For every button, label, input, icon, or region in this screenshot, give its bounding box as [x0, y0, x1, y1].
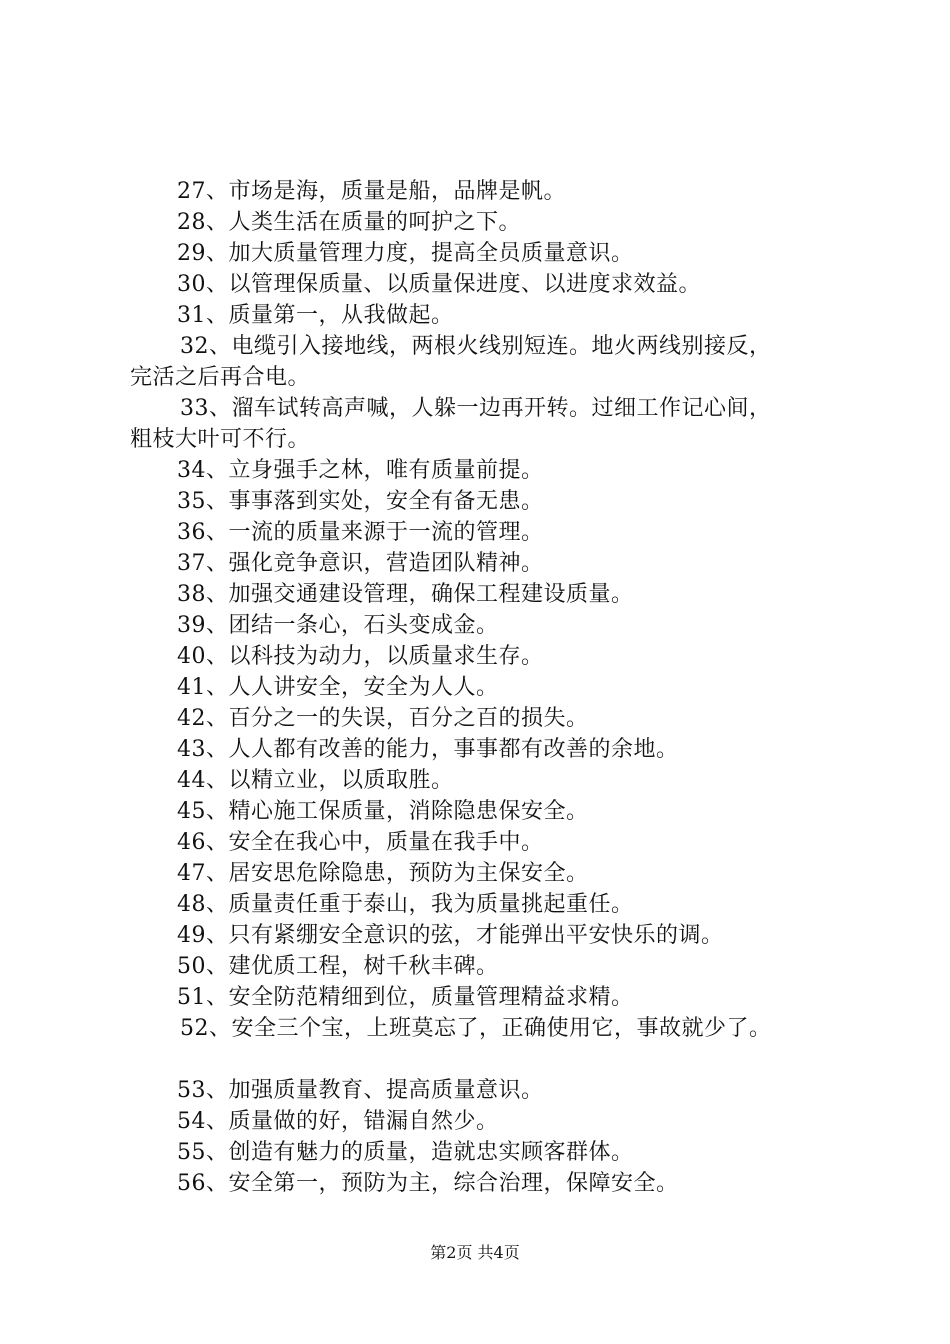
- list-item: 47、居安思危除隐患，预防为主保安全。: [177, 861, 589, 886]
- list-item: 44、以精立业，以质取胜。: [177, 768, 454, 793]
- list-item: 30、以管理保质量、以质量保进度、以进度求效益。: [177, 272, 701, 297]
- list-item: 42、百分之一的失误，百分之百的损失。: [177, 706, 589, 731]
- list-item: 33、溜车试转高声喊，人躲一边再开转。过细工作记心间，: [180, 396, 772, 421]
- list-item: 49、只有紧绷安全意识的弦，才能弹出平安快乐的调。: [177, 923, 724, 948]
- list-item: 29、加大质量管理力度，提高全员质量意识。: [177, 241, 634, 266]
- list-item: 54、质量做的好，错漏自然少。: [177, 1109, 499, 1134]
- list-item: 45、精心施工保质量，消除隐患保安全。: [177, 799, 589, 824]
- list-item-continuation: 粗枝大叶可不行。: [130, 427, 311, 452]
- list-item: 53、加强质量教育、提高质量意识。: [177, 1078, 544, 1103]
- list-item: 51、安全防范精细到位，质量管理精益求精。: [177, 985, 634, 1010]
- slogan-list: [130, 176, 850, 1199]
- list-item: 35、事事落到实处，安全有备无患。: [177, 489, 544, 514]
- list-item: 36、一流的质量来源于一流的管理。: [177, 520, 544, 545]
- list-item: 32、电缆引入接地线，两根火线别短连。地火两线别接反，: [180, 334, 772, 359]
- list-item: 38、加强交通建设管理，确保工程建设质量。: [177, 582, 634, 607]
- list-item: 27、市场是海，质量是船，品牌是帆。: [177, 179, 566, 204]
- list-item: 52、安全三个宝，上班莫忘了，正确使用它，事故就少了。: [180, 1016, 772, 1041]
- list-item: 50、建优质工程，树千秋丰碑。: [177, 954, 499, 979]
- list-item: 31、质量第一，从我做起。: [177, 303, 454, 328]
- blank-line: [130, 1044, 850, 1075]
- list-item: 39、团结一条心，石头变成金。: [177, 613, 499, 638]
- list-item: 56、安全第一，预防为主，综合治理，保障安全。: [177, 1171, 679, 1196]
- list-item: 40、以科技为动力，以质量求生存。: [177, 644, 544, 669]
- list-item: 48、质量责任重于泰山，我为质量挑起重任。: [177, 892, 634, 917]
- list-item: 37、强化竞争意识，营造团队精神。: [177, 551, 544, 576]
- list-item: 41、人人讲安全，安全为人人。: [177, 675, 499, 700]
- list-item: 28、人类生活在质量的呵护之下。: [177, 210, 521, 235]
- list-item: 46、安全在我心中，质量在我手中。: [177, 830, 544, 855]
- page-footer: 第2页 共4页: [430, 1243, 520, 1262]
- list-item: 34、立身强手之林，唯有质量前提。: [177, 458, 544, 483]
- list-item: 55、创造有魅力的质量，造就忠实顾客群体。: [177, 1140, 634, 1165]
- list-item: 43、人人都有改善的能力，事事都有改善的余地。: [177, 737, 679, 762]
- list-item-continuation: 完活之后再合电。: [130, 365, 311, 390]
